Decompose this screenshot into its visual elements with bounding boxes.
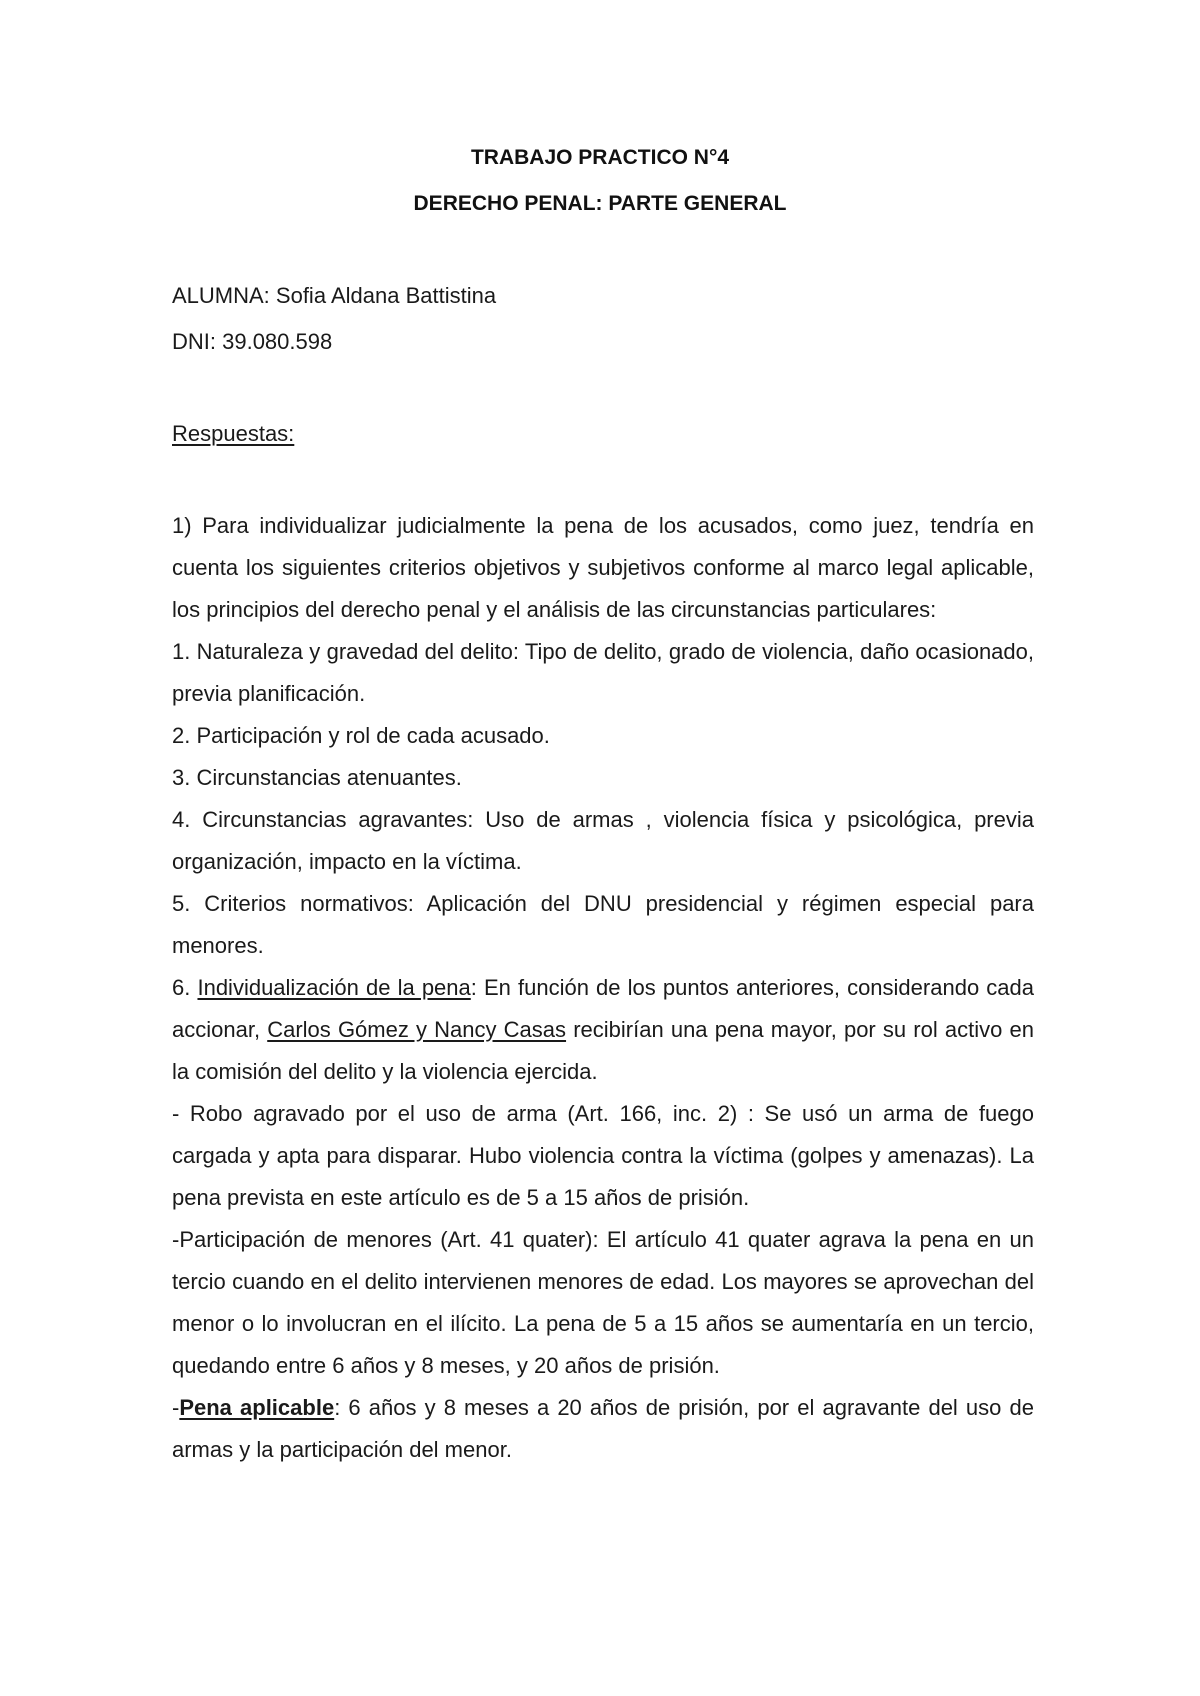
pena-dash: - [172, 1395, 180, 1420]
intro-paragraph: 1) Para individualizar judicialmente la pena de los acusados, como juez, tendría en cuenta los siguientes criterios objetivos y subjetivos conforme al marco legal aplicable, los principios del derecho penal y el análisis de las circunstancias particulares: [172, 513, 1034, 622]
criterion-6-number: 6. [172, 975, 198, 1000]
menores-paragraph: -Participación de menores (Art. 41 quater): El artículo 41 quater agrava la pena en un tercio cuando en el delito intervienen menores de edad. Los mayores se aprovechan del menor o lo involucran en el ilícito. La pena de 5 a 15 años se aumentaría en un tercio, quedando entre 6 años y 8 meses, y 20 años de prisión. [172, 1227, 1034, 1378]
criterion-1: 1. Naturaleza y gravedad del delito: Tipo de delito, grado de violencia, daño ocasionado, previa planificación. [172, 639, 1034, 706]
document-subtitle: DERECHO PENAL: PARTE GENERAL [413, 192, 787, 215]
criterion-6 [172, 975, 1034, 1084]
pena-aplicable-text: : 6 años y 8 meses a 20 años de prisión, por el agravante del uso de armas y la participación del menor. [172, 1395, 1034, 1462]
criterion-3: 3. Circunstancias atenuantes. [172, 765, 462, 790]
criterion-6-label: Individualización de la pena [197, 975, 471, 1000]
document-title: TRABAJO PRACTICO N°4 [470, 146, 730, 169]
criterion-5: 5. Criterios normativos: Aplicación del DNU presidencial y régimen especial para menores. [172, 891, 1034, 958]
pena-aplicable-paragraph [172, 1395, 1034, 1462]
criterion-2: 2. Participación y rol de cada acusado. [172, 723, 550, 748]
student-dni: DNI: 39.080.598 [172, 329, 333, 354]
student-name: ALUMNA: Sofia Aldana Battistina [172, 283, 497, 308]
criterion-4: 4. Circunstancias agravantes: Uso de armas , violencia física y psicológica, previa organización, impacto en la víctima. [172, 807, 1034, 874]
answers-heading-text: Respuestas: [172, 421, 295, 446]
robo-agravado-paragraph: - Robo agravado por el uso de arma (Art. 166, inc. 2) : Se usó un arma de fuego cargada y apta para disparar. Hubo violencia contra la víctima (golpes y amenazas). La pena prevista en este artículo es de 5 a 15 años de prisión. [172, 1101, 1034, 1210]
pena-aplicable-label: Pena aplicable [179, 1395, 335, 1420]
answers-heading [172, 421, 294, 447]
criterion-6-text-a: : En función de los puntos anteriores, considerando cada accionar, [172, 975, 1034, 1042]
answer-body [172, 505, 1034, 1471]
criterion-6-text-b: recibirían una pena mayor, por su rol activo en la comisión del delito y la violencia ejercida. [172, 1017, 1035, 1084]
accused-names: Carlos Gómez y Nancy Casas [267, 1017, 567, 1042]
